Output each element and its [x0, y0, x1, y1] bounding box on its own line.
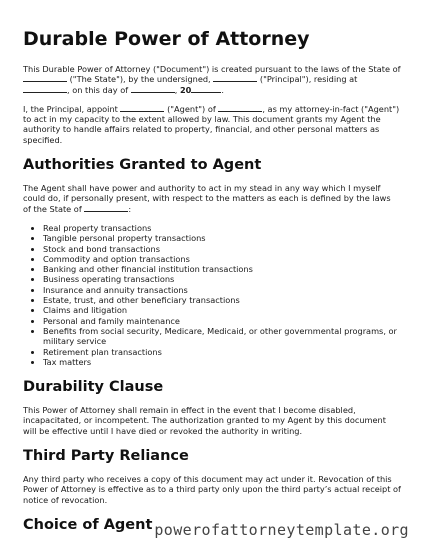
agent-blank[interactable] — [120, 104, 164, 112]
list-item: • Benefits from social security, Medicare, Medicaid, or other governmental programs, or military service — [43, 326, 401, 347]
state-blank[interactable] — [23, 74, 67, 82]
watermark-text: powerofattorneytemplate.org — [154, 521, 409, 539]
principal-blank[interactable] — [213, 74, 257, 82]
appointment-text: I, the Principal, appoint — [23, 103, 118, 114]
list-item: • Tax matters — [43, 357, 401, 367]
list-item: • Business operating transactions — [43, 274, 401, 284]
authorities-text: The Agent shall have power and authority to act in my stead in any way which I myself could do, if personally present, with respect to the matters as each is defined by the laws of the State of — [23, 183, 391, 214]
appointment-text: , as my attorney-in-fact ("Agent") to act in my capacity to the extent allowed by law. This document grants my Agent the authority to handle affairs related to property, financial, and other personal matters as specified. — [23, 103, 400, 145]
list-item: • Commodity and option transactions — [43, 254, 401, 264]
intro-text: , on this day of — [67, 84, 129, 95]
list-item: • Personal and family maintenance — [43, 316, 401, 326]
year-blank[interactable] — [191, 85, 221, 93]
authorities-state-blank[interactable] — [84, 204, 128, 212]
authorities-text: : — [128, 203, 132, 214]
agent-location-blank[interactable] — [218, 104, 262, 112]
reliance-heading: Third Party Reliance — [23, 448, 189, 465]
document-page — [23, 28, 401, 543]
list-item: • Retirement plan transactions — [43, 347, 401, 357]
list-item: • Banking and other financial institution transactions — [43, 264, 401, 274]
choice-heading: Choice of Agent — [23, 516, 153, 533]
intro-text: This Durable Power of Attorney ("Document") is created pursuant to the laws of the State of — [23, 64, 401, 74]
address-blank[interactable] — [23, 85, 67, 93]
appointment-text: ("Agent") of — [167, 103, 216, 114]
reliance-paragraph: Any third party who receives a copy of this document may act under it. Revocation of this Power of Attorney is effective as to a third party only upon the third party’s actual receipt of notice of revocation. — [23, 474, 401, 505]
intro-text: ("Principal"), residing at — [259, 74, 358, 85]
authorities-paragraph — [23, 183, 401, 214]
durability-heading: Durability Clause — [23, 379, 164, 396]
date-blank[interactable] — [131, 85, 175, 93]
list-item: • Estate, trust, and other beneficiary transactions — [43, 295, 401, 305]
authorities-list — [23, 223, 401, 367]
intro-text: ("The State"), by the undersigned, — [69, 74, 211, 85]
intro-paragraph: This Durable Power of Attorney ("Document") is created pursuant to the laws of the State of ("The State"), by the undersigned, ("Principal"), residing at , on this day of , 20 . — [23, 64, 401, 95]
list-item: • Insurance and annuity transactions — [43, 285, 401, 295]
intro-text: . — [221, 84, 224, 95]
document-title: Durable Power of Attorney — [23, 28, 310, 50]
appointment-paragraph — [23, 104, 401, 145]
year-prefix: 20 — [179, 84, 192, 95]
authorities-heading: Authorities Granted to Agent — [23, 157, 262, 174]
list-item: • Real property transactions — [43, 223, 401, 233]
list-item: • Claims and litigation — [43, 305, 401, 315]
list-item: • Tangible personal property transactions — [43, 233, 401, 243]
list-item: • Stock and bond transactions — [43, 244, 401, 254]
durability-paragraph: This Power of Attorney shall remain in effect in the event that I become disabled, incapacitated, or incompetent. The authorization granted to my Agent by this document will be effective until I have died or revoked the authority in writing. — [23, 405, 386, 436]
